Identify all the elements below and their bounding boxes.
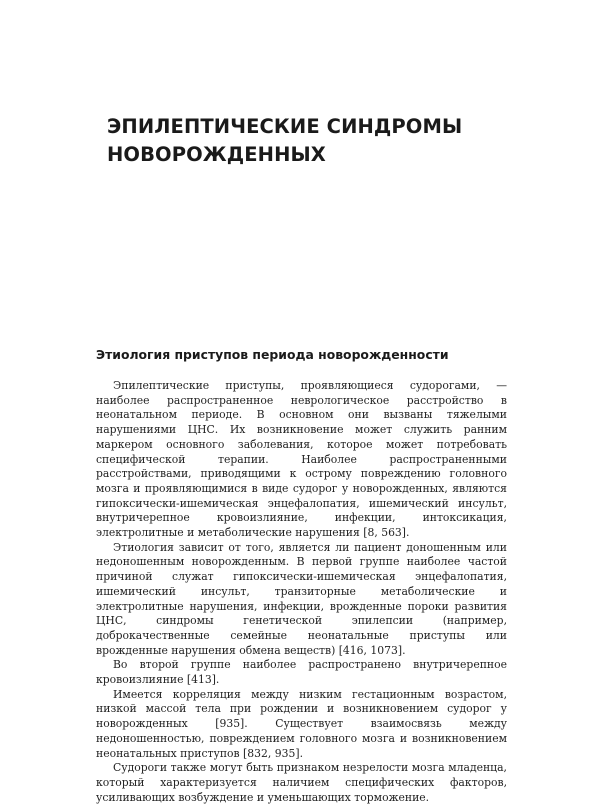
chapter-title-line-1: ЭПИЛЕПТИЧЕСКИЕ СИНДРОМЫ	[107, 115, 463, 138]
chapter-title-line-2: НОВОРОЖДЕННЫХ	[107, 143, 326, 166]
body-text	[96, 379, 507, 805]
paragraph: Этиология зависит от того, является ли пациент доношенным или недоношенным новорожденным. В первой группе наиболее частой причиной служат гипоксически-ишемическая энцефалопатия, ишемический инсульт, транзиторные метаболические и электролитные нарушения, инфекции, врожденные пороки развития ЦНС, синдромы генетической эпилепсии (например, доброкачественные семейные неонатальные приступы или врожденные нарушения обмена веществ) [416, 1073].	[96, 540, 507, 657]
chapter-title	[107, 113, 462, 169]
paragraph: Судороги также могут быть признаком незрелости мозга младенца, который характеризуется наличием специфических факторов, усиливающих возбуждение и уменьшающих торможение.	[96, 761, 507, 804]
section-heading: Этиология приступов периода новорожденности	[96, 347, 449, 362]
paragraph: Имеется корреляция между низким гестационным возрастом, низкой массой тела при рождении и возникновением судорог у новорожденных [935]. Существует взаимосвязь между недоношенностью, повреждением головного мозга и возникновением неонатальных приступов [832, 935].	[96, 687, 507, 760]
paragraph: Эпилептические приступы, проявляющиеся судорогами, — наиболее распространенное неврологическое расстройство в неонатальном периоде. В основном они вызваны тяжелыми нарушениями ЦНС. Их возникновение может служить ранним маркером основного заболевания, которое может потребовать специфической терапии. Наиболее распространенными расстройствами, приводящими к острому повреждению головного мозга и проявляющимися в виде судорог у новорожденных, являются гипоксически-ишемическая энцефалопатия, ишемический инсульт, внутричерепное кровоизлияние, инфекции, интоксикация, электролитные и метаболические нарушения [8, 563].	[96, 379, 507, 540]
paragraph: Во второй группе наиболее распространено внутричерепное кровоизлияние [413].	[96, 658, 507, 687]
